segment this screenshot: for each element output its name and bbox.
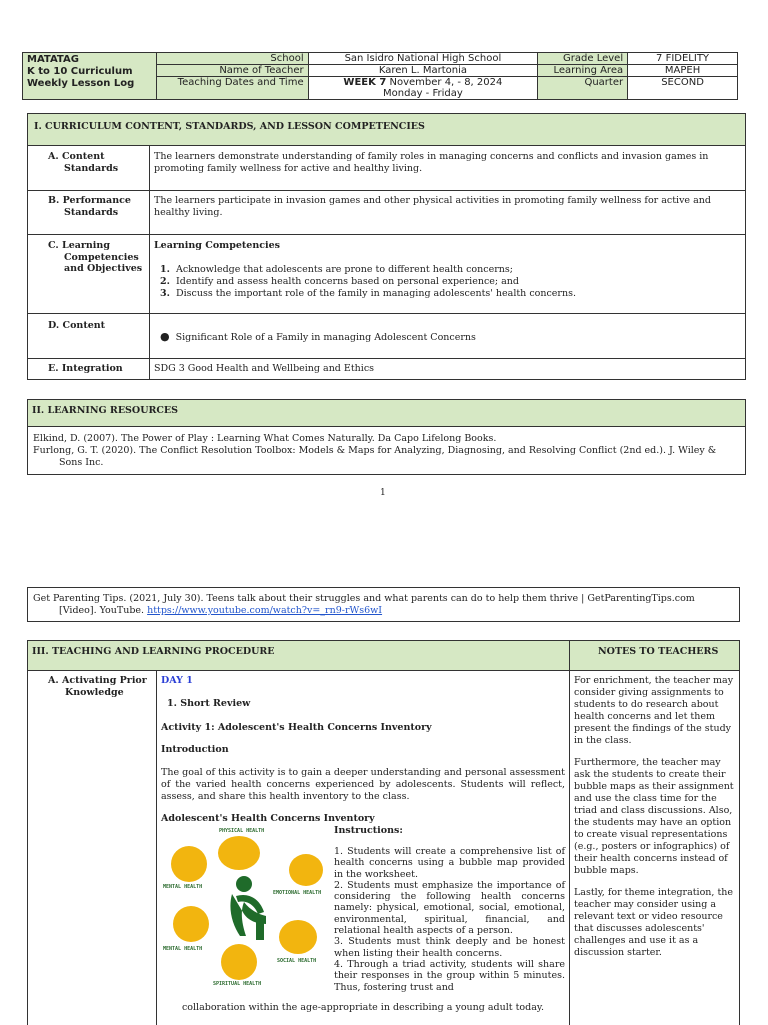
bubble-mental-top	[171, 846, 207, 882]
matatag-label: MATATAG	[27, 54, 79, 65]
page-number: 1	[380, 488, 386, 498]
teaching-dates-value	[308, 77, 538, 100]
curriculum-title-cell	[23, 53, 157, 100]
learning-area-value: MAPEH	[628, 65, 738, 77]
notes-title: NOTES TO TEACHERS	[598, 646, 719, 657]
competency-item: 3. Discuss the important role of the family in managing adolescents' health concerns.	[160, 288, 576, 299]
content-bullet	[160, 331, 740, 344]
person-sitting-icon	[226, 874, 270, 944]
content-label: D. Content	[48, 320, 106, 331]
grade-level-value: 7 FIDELITY	[628, 53, 738, 65]
competencies-list	[160, 264, 740, 300]
bubble-mental-bottom	[173, 906, 209, 942]
video-reference-line1: Get Parenting Tips. (2021, July 30). Teens talk about their struggles and what parents can do to help them thrive | GetParentingTips.com	[33, 593, 695, 604]
reference-2	[33, 445, 738, 469]
content-standards-label-line1: A. Content	[48, 151, 105, 162]
content-bullet-text: Significant Role of a Family in managing Adolescent Concerns	[175, 332, 476, 343]
note-paragraph: For enrichment, the teacher may consider giving assignments to students to do research about health concerns and let them present the findings of the study in the class.	[574, 675, 734, 746]
youtube-link[interactable]: https://www.youtube.com/watch?v=_rn9-rWs6wI	[147, 605, 383, 616]
school-label: School	[156, 53, 308, 65]
competencies-label-line3: and Objectives	[64, 263, 143, 274]
instructions-last-line: collaboration within the age-appropriate in describing a young adult today.	[181, 1002, 545, 1013]
note-paragraph: Lastly, for theme integration, the teacher may consider using a relevant text or video resource that discusses adolescents' challenges and use it as a discussion starter.	[574, 887, 734, 958]
competencies-label-line1: C. Learning	[48, 240, 110, 251]
integration-label: E. Integration	[48, 363, 123, 374]
competencies-label	[48, 240, 148, 275]
instruction-item: 1. Students will create a comprehensive list of health concerns using a bubble map provided in the worksheet.	[334, 846, 565, 880]
curriculum-label: K to 10 Curriculum	[27, 66, 133, 77]
instruction-item: 4. Through a triad activity, students will share their responses in the group within 5 minutes. Thus, fostering trust and	[334, 958, 565, 993]
prior-label-line1: A. Activating Prior	[48, 675, 147, 686]
competency-item: 2. Identify and assess health concerns based on personal experience; and	[160, 276, 519, 287]
learning-resources-header	[28, 400, 745, 427]
instructions-heading: Instructions:	[334, 825, 403, 836]
bullet-icon: ●	[160, 330, 170, 343]
performance-standards-label	[48, 195, 148, 219]
grade-level-label: Grade Level	[538, 53, 628, 65]
video-reference-prefix: [Video]. YouTube.	[59, 605, 148, 616]
bubble-physical	[218, 836, 260, 870]
notes-column	[574, 675, 734, 959]
week-dates: November 4, - 8, 2024	[386, 77, 503, 88]
instruction-item: 3. Students must think deeply and be honest when listing their health concerns.	[334, 936, 565, 959]
teaching-dates-label: Teaching Dates and Time	[156, 77, 308, 100]
performance-label-line2: Standards	[64, 207, 119, 218]
school-value: San Isidro National High School	[308, 53, 538, 65]
day-label: DAY 1	[161, 675, 193, 686]
teacher-value: Karen L. Martonia	[308, 65, 538, 77]
week-label: WEEK 7	[343, 77, 387, 88]
physical-health-label: PHYSICAL HEALTH	[219, 828, 265, 834]
curriculum-section-title: I. CURRICULUM CONTENT, STANDARDS, AND LESSON COMPETENCIES	[34, 121, 425, 132]
activity-title: Activity 1: Adolescent's Health Concerns Inventory	[161, 722, 432, 733]
video-reference-box	[27, 587, 740, 622]
emotional-health-label: EMOTIONAL HEALTH	[273, 890, 322, 896]
short-review: 1. Short Review	[167, 698, 251, 709]
lesson-log-label: Weekly Lesson Log	[27, 78, 135, 89]
competencies-label-line2: Competencies	[64, 251, 139, 263]
bubble-social	[279, 920, 317, 954]
bubble-emotional	[289, 854, 323, 886]
content-standards-label-line2: Standards	[64, 163, 119, 174]
learning-resources-title: II. LEARNING RESOURCES	[32, 405, 179, 416]
bubble-map-figure	[161, 826, 331, 990]
integration-text: SDG 3 Good Health and Wellbeing and Ethics	[154, 363, 375, 374]
teacher-label: Name of Teacher	[156, 65, 308, 77]
teaching-procedure-header	[28, 641, 739, 671]
bubble-spiritual	[221, 944, 257, 980]
quarter-label: Quarter	[538, 77, 628, 100]
curriculum-section-header	[28, 114, 745, 146]
performance-label-line1: B. Performance	[48, 195, 131, 206]
content-standards-label	[48, 151, 143, 175]
mental-health-top-label: MENTAL HEALTH	[163, 884, 203, 890]
mental-health-bottom-label: MENTAL HEALTH	[163, 946, 203, 952]
competency-item: 1. Acknowledge that adolescents are prone to different health concerns;	[160, 264, 513, 275]
reference-2-line2: Sons Inc.	[59, 457, 104, 468]
curriculum-section	[27, 113, 746, 380]
introduction-heading: Introduction	[161, 744, 229, 755]
quarter-value: SECOND	[628, 77, 738, 100]
instructions-list	[334, 846, 565, 993]
spiritual-health-label: SPIRITUAL HEALTH	[213, 981, 262, 987]
social-health-label: SOCIAL HEALTH	[277, 958, 317, 964]
learning-area-label: Learning Area	[538, 65, 628, 77]
reference-1: Elkind, D. (2007). The Power of Play : Learning What Comes Naturally. Da Capo Lifelong Books.	[33, 433, 497, 444]
performance-standards-text: The learners participate in invasion games and other physical activities in promoting family wellness for active and healthy living.	[154, 195, 711, 218]
teaching-procedure-title: III. TEACHING AND LEARNING PROCEDURE	[32, 646, 275, 657]
competencies-heading: Learning Competencies	[154, 240, 281, 251]
video-reference-line2	[33, 605, 733, 617]
inventory-title: Adolescent's Health Concerns Inventory	[161, 813, 375, 824]
prior-label-line2: Knowledge	[65, 687, 124, 698]
instruction-item: 2. Students must emphasize the importance of considering the following health concerns namely: physical, emotional, social, emotional, environmental, spiritual, financial, and relational health aspects of a person.	[334, 879, 565, 937]
introduction-text: The goal of this activity is to gain a deeper understanding and personal assessment of the varied health concerns experienced by adolescents. Students will reflect, assess, and share this health inventory to the class.	[161, 767, 565, 802]
content-standards-text: The learners demonstrate understanding of family roles in managing concerns and conflicts and invasion games in promoting family wellness for active and healthy living.	[154, 151, 709, 174]
video-reference	[33, 593, 733, 617]
reference-2-line1: Furlong, G. T. (2020). The Conflict Resolution Toolbox: Models & Maps for Analyzing, Diagnosing, and Resolving Conflict (2nd ed.). J. Wiley &	[33, 445, 717, 456]
header-table	[22, 52, 738, 100]
learning-resources-section	[27, 399, 746, 475]
activating-prior-label	[48, 675, 152, 699]
week-days: Monday - Friday	[383, 88, 463, 99]
note-paragraph: Furthermore, the teacher may ask the students to create their bubble maps as their assignment and use the class time for the triad and class discussions. Also, the students may have an option to create visual representations (e.g., posters or infographics) of their health concerns instead of bubble maps.	[574, 757, 734, 876]
teaching-procedure-section	[27, 640, 740, 1025]
